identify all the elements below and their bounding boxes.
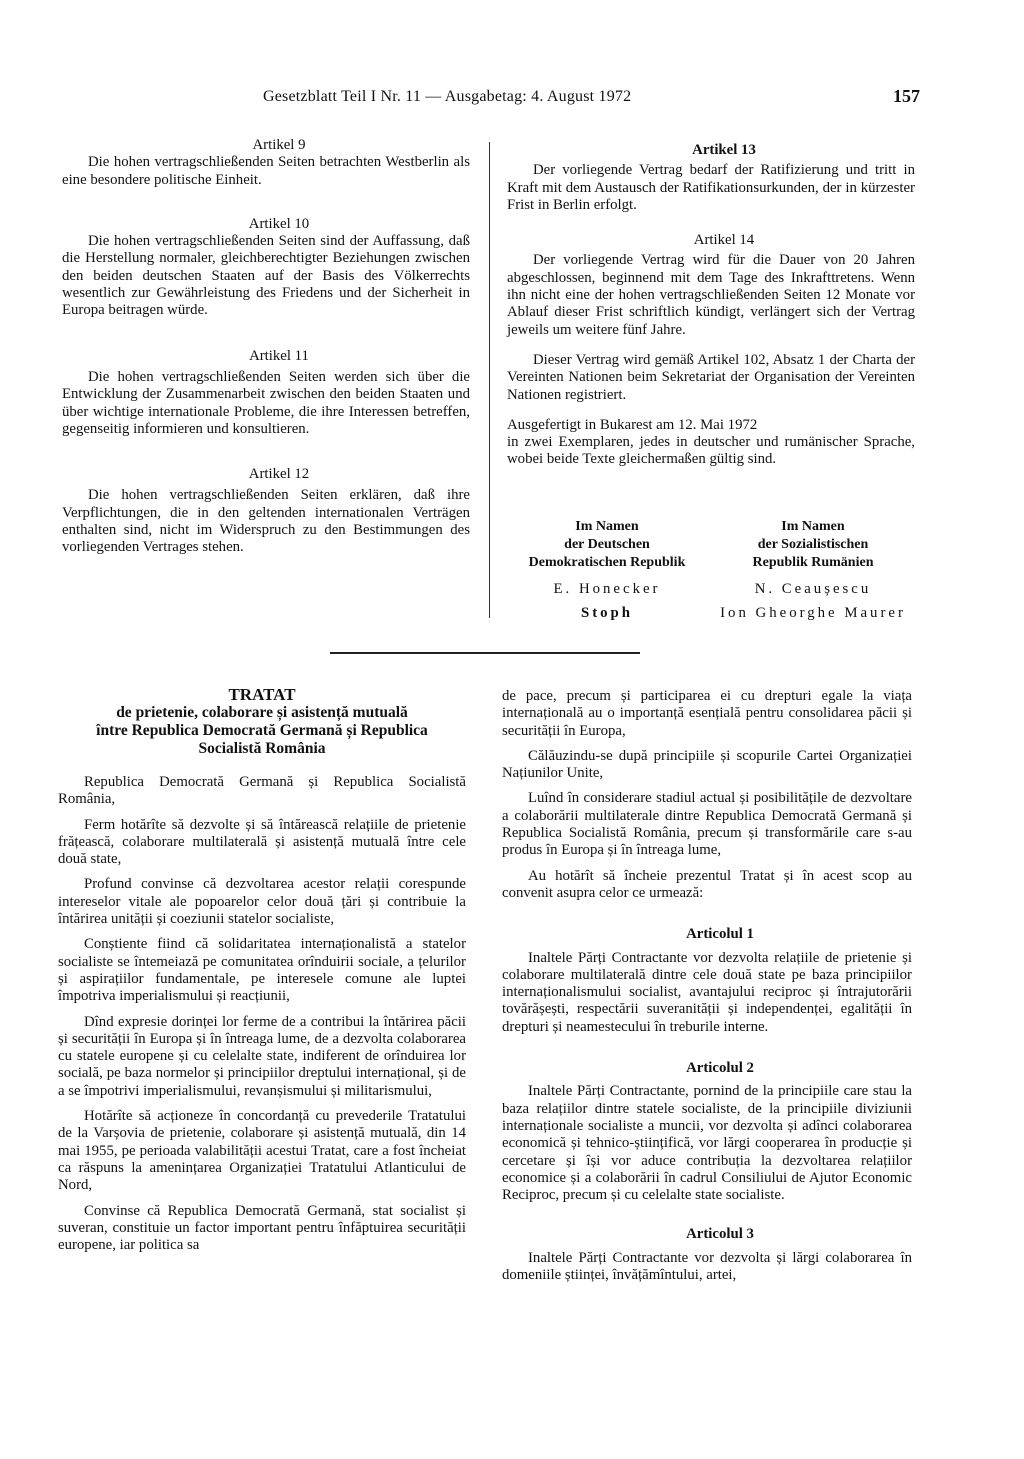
articolul-1-heading: Articolul 1 [686, 926, 754, 943]
signatory-name: Stoph [580, 605, 633, 621]
signature-heading: Demokratischen Republik [528, 555, 686, 570]
right-column-bottom [502, 688, 912, 1284]
done-at-line: Ausgefertigt in Bukarest am 12. Mai 1972 [507, 416, 758, 433]
articolul-3-heading: Articolul 3 [686, 1226, 754, 1243]
article-11-text: Die hohen vertragschließenden Seiten werden sich über die Entwicklung der Zusammenarbeit zwischen den beiden Staaten und über wichtige internationale Probleme, die ihre Interessen betreffen, gegenseitig informieren und konsultieren. [62, 368, 470, 437]
treaty-title: TRATAT [228, 685, 296, 704]
signature-heading: der Deutschen [564, 537, 650, 552]
preamble-paragraph: Au hotărît să încheie prezentul Tratat și în acest scop au convenit asupra celor ce urmează: [502, 867, 912, 901]
signature-block-gdr [500, 518, 714, 622]
signatory-name: N. Ceaușescu [754, 581, 872, 597]
signature-heading: Republik Rumänien [752, 555, 874, 570]
preamble-paragraph: Ferm hotărîte să dezvolte și să întărească relațiile de prietenie frățească, colaborare multilaterală și asistență mutuală între cele două state, [58, 816, 466, 868]
preamble-paragraph: Dînd expresie dorinței lor ferme de a contribui la întărirea păcii și securității în Europa și în întreaga lume, de a dezvolta colaborarea cu statele europene și cu celelalte state, indiferent de orînduirea lor socială, pe baza normelor și principiilor dreptului internațional, și de a se împotrivi imperialismului, revanșismului și militarismului, [58, 1013, 466, 1099]
column-divider [489, 142, 490, 618]
article-9-text: Die hohen vertragschließenden Seiten betrachten Westberlin als eine besondere politische Einheit. [62, 154, 470, 188]
articolul-2-text: Inaltele Părți Contractante, pornind de la principiile care stau la baza relațiilor dintre statele socialiste, de la principiile diviziunii internaționale socialiste a muncii, vor dezvolta și adînci colaborarea economică și tehnico-științifică, vor lărgi cooperarea în producție și cercetare și își vor aduce contribuția la dezvoltarea relațiilor economice și a colaborării în cadrul Consiliului de Ajutor Economic Reciproc, precum și cu celelalte state socialiste. [502, 1083, 912, 1204]
registration-text: Dieser Vertrag wird gemäß Artikel 102, Absatz 1 der Charta der Vereinten Nationen beim Sekretariat der Organisation der Vereinten Nationen registriert. [507, 351, 915, 403]
running-header [58, 86, 920, 112]
preamble-paragraph: Hotărîte să acționeze în concordanță cu prevederile Tratatului de la Varșovia de prietenie, colaborare și asistență mutuală, din 14 mai 1955, pe perioada valabilității acestui Tratat, care a fost încheiat ca răspuns la amenințarea Organizației Tratatului Atlanticului de Nord, [58, 1108, 466, 1194]
article-10-text: Die hohen vertragschließenden Seiten sind der Auffassung, daß die Herstellung normaler, gleichberechtigter Beziehungen zwischen den beiden deutschen Staaten auf der Basis des Völkerrechts wesentlich zur Gewährleistung des Friedens und der Sicherheit in Europa beitragen würde. [62, 233, 470, 319]
section-divider [330, 652, 640, 654]
article-13-text: Der vorliegende Vertrag bedarf der Ratifizierung und tritt in Kraft mit dem Austausch der Ratifikationsurkunden, der in kürzester Frist in Berlin erfolgt. [507, 162, 915, 213]
signatory-name: Ion Gheorghe Maurer [720, 605, 906, 621]
signature-block-romania [706, 518, 920, 622]
treaty-subtitle: Socialistă România [198, 740, 326, 757]
article-13-heading: Artikel 13 [692, 142, 756, 158]
done-at-text: in zwei Exemplaren, jedes in deutscher und rumänischer Sprache, wobei beide Texte gleichermaßen gültig sind. [507, 434, 915, 468]
signature-heading: Im Namen [781, 519, 845, 534]
signatory-name: E. Honecker [553, 581, 661, 597]
articolul-2-heading: Articolul 2 [686, 1060, 754, 1077]
article-11-heading: Artikel 11 [249, 347, 309, 364]
preamble-paragraph: Conștiente fiind că solidaritatea internaționalistă a statelor socialiste se întemeiază pe comunitatea orînduirii sociale, a țelurilor și aspirațiilor fundamentale, pe interesele comune ale luptei împotriva imperialismului și reacțiunii, [58, 936, 466, 1005]
preamble-paragraph: Convinse că Republica Democrată Germană, stat socialist și suveran, constituie un factor important pentru înfăptuirea securității europene, iar politica sa [58, 1202, 466, 1254]
signature-heading: der Sozialistischen [757, 537, 869, 552]
preamble-paragraph: Luînd în considerare stadiul actual și posibilitățile de dezvoltare a colaborării multilaterale dintre Republica Democrată Germană și Republica Socialistă România, precum și transformările care s-au produs în Europa și în întreaga lume, [502, 790, 912, 859]
article-12-text: Die hohen vertragschließenden Seiten erklären, daß ihre Verpflichtungen, die in den geltenden internationalen Verträgen enthalten sind, nicht im Widerspruch zu den Bestimmungen des vorliegenden Vertrages stehen. [62, 487, 470, 556]
preamble-paragraph: de pace, precum și participarea ei cu drepturi egale la viața internațională au o importanță esențială pentru consolidarea păcii și securității în Europa, [502, 688, 912, 739]
treaty-subtitle: de prietenie, colaborare și asistență mutuală [116, 704, 408, 721]
left-column-bottom [58, 686, 466, 1254]
signature-heading: Im Namen [575, 519, 639, 534]
article-10-heading: Artikel 10 [248, 215, 310, 232]
preamble-paragraph: Republica Democrată Germană și Republica Socialistă România, [58, 774, 466, 808]
articolul-1-text: Inaltele Părți Contractante vor dezvolta relațiile de prietenie și colaborare multilaterală dintre cele două state pe baza principiilor internaționalismului socialist, avantajului reciproc și întrajutorării tovărășești, respectării suveranității și independenței, egalității în drepturi și neamestecului în treburile interne. [502, 949, 912, 1035]
preamble-paragraph: Călăuzindu-se după principiile și scopurile Cartei Organizației Națiunilor Unite, [502, 747, 912, 782]
page-number: 157 [893, 86, 920, 106]
articolul-3-text: Inaltele Părți Contractante vor dezvolta și lărgi colaborarea în domeniile științei, învățămîntului, artei, [502, 1249, 912, 1284]
article-14-heading: Artikel 14 [693, 232, 755, 249]
running-head-text: Gesetzblatt Teil I Nr. 11 — Ausgabetag: 4. August 1972 [263, 88, 632, 105]
article-14-text: Der vorliegende Vertrag wird für die Dauer von 20 Jahren abgeschlossen, beginnend mit dem Tage des Inkrafttretens. Wenn ihn nicht eine der hohen vertragschließenden Seiten 12 Monate vor Ablauf dieser Frist schriftlich kündigt, verlängert sich der Vertrag jeweils um weitere fünf Jahre. [507, 252, 915, 338]
right-column-top [507, 142, 915, 469]
article-9-heading: Artikel 9 [252, 137, 306, 153]
treaty-title-block [58, 686, 466, 758]
treaty-subtitle: între Republica Democrată Germană și Republica [96, 722, 428, 739]
article-12-heading: Artikel 12 [248, 466, 310, 483]
left-column-top [62, 137, 470, 557]
preamble-paragraph: Profund convinse că dezvoltarea acestor relații corespunde intereselor vitale ale popoarelor celor două țări și contribuie la întărirea unității și coeziunii statelor socialiste, [58, 876, 466, 928]
